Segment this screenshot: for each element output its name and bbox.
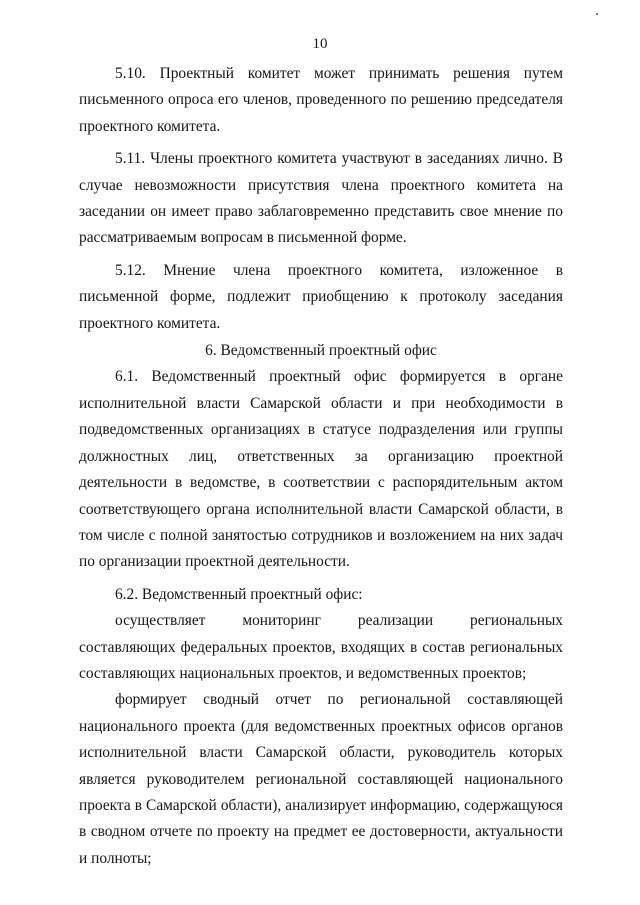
- paragraph-5-12: 5.12. Мнение члена проектного комитета, изложенное в письменной форме, подлежит приобщению к протоколу заседания проектного комитета.: [79, 261, 563, 332]
- section-heading: 6. Ведомственный проектный офис: [205, 342, 437, 360]
- paragraph-5-10: 5.10. Проектный комитет может принимать решения путем письменного опроса его членов, проведенного по решению председателя проектного комитета.: [79, 65, 563, 135]
- scan-speck: [596, 13, 598, 15]
- page-number: 10: [312, 36, 328, 52]
- paragraph-6-1: 6.1. Ведомственный проектный офис формируется в органе исполнительной власти Самарской области и при необходимости в подведомственных организациях в статусе подразделения или группы должностных лиц, ответственных за организацию проектной деятельности в ведомстве, в соответствии с распорядительным актом соответствующего органа исполнительной власти Самарской области, в том числе с полной занятостью сотрудников и возложением на них задач по организации проектной деятельности.: [79, 368, 563, 571]
- paragraph-5-11: 5.11. Члены проектного комитета участвуют в заседаниях лично. В случае невозможности присутствия члена проектного комитета на заседании он имеет право заблаговременно представить свое мнение по рассматриваемым вопросам в письменной форме.: [79, 150, 563, 247]
- paragraph-6-2-item-monitoring: осуществляет мониторинг реализации региональных составляющих федеральных проектов, входящих в состав региональных составляющих национальных проектов, и ведомственных проектов;: [79, 612, 563, 682]
- document-body: [79, 61, 563, 872]
- paragraph-6-2: 6.2. Ведомственный проектный офис:: [115, 585, 363, 603]
- paragraph-6-2-item-report: формирует сводный отчет по региональной составляющей национального проекта (для ведомственных проектных офисов органов исполнительной власти Самарской области, руководитель которых является руководителем региональной составляющей национального проекта в Самарской области), анализирует информацию, содержащуюся в сводном отчете по проекту на предмет ее достоверности, актуальности и полноты;: [79, 691, 563, 867]
